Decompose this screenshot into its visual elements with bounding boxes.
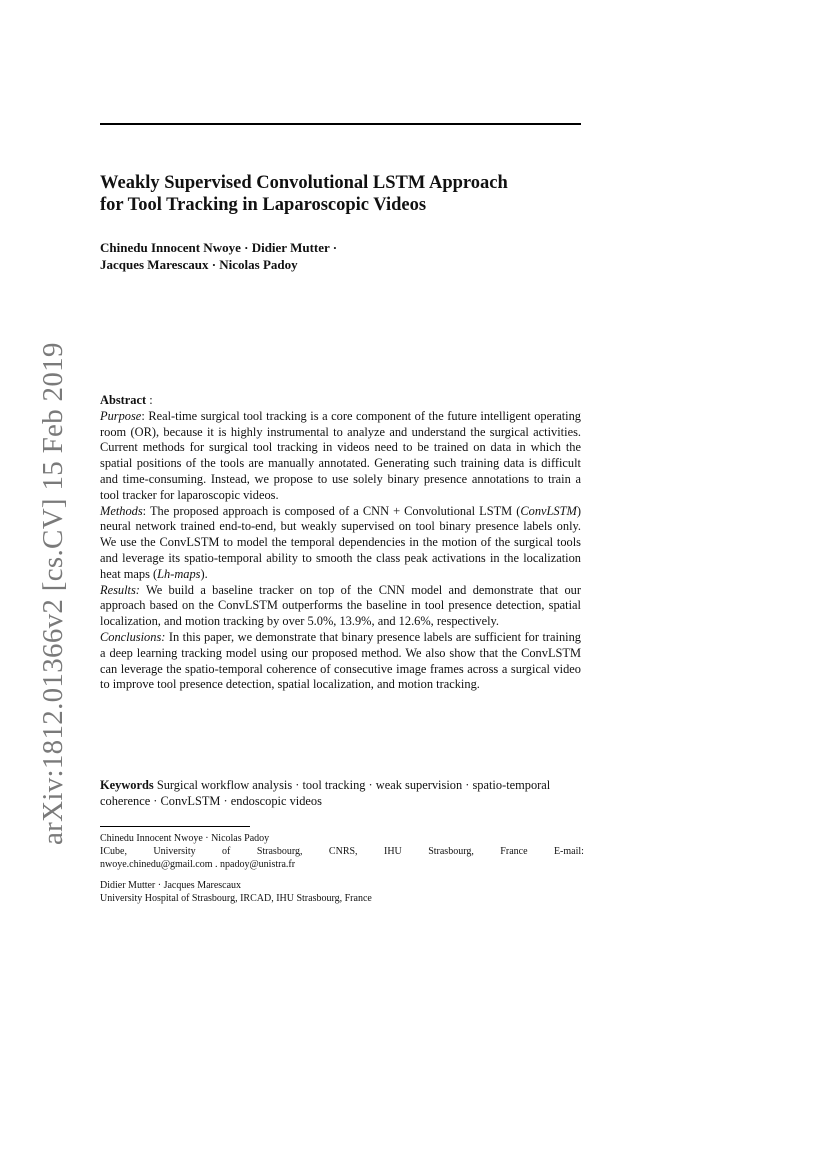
keywords-text: Surgical workflow analysis · tool tracking · weak supervision · spatio-temporal coherence · ConvLSTM · endoscopic videos — [100, 778, 551, 808]
abstract-methods — [100, 504, 581, 583]
affiliation-2-address: University Hospital of Strasbourg, IRCAD, IHU Strasbourg, France — [100, 893, 372, 904]
authors-line-2: Jacques Marescaux · Nicolas Padoy — [100, 257, 298, 272]
methods-convlstm: ConvLSTM — [520, 503, 577, 518]
footnote-rule — [100, 826, 250, 827]
methods-text-a: : The proposed approach is composed of a CNN + Convolutional LSTM ( — [142, 503, 521, 518]
abstract-purpose — [100, 409, 581, 504]
addr-word: ICube, — [100, 846, 127, 857]
addr-word: CNRS, — [328, 846, 358, 857]
arxiv-identifier: arXiv:1812.01366v2 [cs.CV] 15 Feb 2019 — [37, 342, 69, 845]
abstract-section — [100, 393, 581, 693]
top-rule — [100, 123, 581, 125]
keywords-section — [100, 777, 581, 809]
abstract-heading-text: Abstract — [100, 393, 147, 407]
affiliation-1 — [100, 832, 584, 871]
purpose-label: Purpose — [100, 408, 142, 423]
affiliation-2 — [100, 879, 584, 905]
abstract-conclusions — [100, 630, 581, 693]
addr-word: France — [500, 846, 528, 857]
results-text: We build a baseline tracker on top of the CNN model and demonstrate that our approach based on the ConvLSTM outperforms the baseline in tool presence detection, spatial localization, and motion tracking by over 5.0%, 13.9%, and 12.6%, respectively. — [100, 582, 581, 629]
affiliation-2-names: Didier Mutter · Jacques Marescaux — [100, 880, 242, 891]
addr-word: E-mail: — [553, 846, 584, 857]
results-label: Results: — [100, 582, 140, 597]
addr-word: Strasbourg, — [428, 846, 474, 857]
conclusions-label: Conclusions: — [100, 629, 166, 644]
addr-word: of — [222, 846, 231, 857]
paper-title — [100, 172, 600, 216]
conclusions-text: In this paper, we demonstrate that binary presence labels are sufficient for training a deep learning tracking model using our proposed method. We also show that the ConvLSTM can leverage the spatio-temporal coherence of consecutive image frames across a surgical video to improve tool presence detection, spatial localization, and motion tracking. — [100, 629, 581, 692]
addr-word: IHU — [383, 846, 402, 857]
abstract-results — [100, 583, 581, 630]
affiliation-1-address — [100, 845, 584, 858]
title-line-1: Weakly Supervised Convolutional LSTM Approach — [100, 173, 508, 193]
author-list — [100, 239, 580, 273]
affiliation-1-emails: nwoye.chinedu@gmail.com . npadoy@unistra.fr — [100, 859, 296, 870]
addr-word: Strasbourg, — [256, 846, 303, 857]
affiliation-1-names: Chinedu Innocent Nwoye · Nicolas Padoy — [100, 833, 270, 844]
title-line-2: for Tool Tracking in Laparoscopic Videos — [100, 195, 427, 215]
methods-text-c: ). — [200, 566, 208, 581]
addr-word: University — [153, 846, 196, 857]
purpose-text: : Real-time surgical tool tracking is a core component of the future intelligent operating room (OR), because it is highly instrumental to analyze and understand the surgical activities. Current methods for surgical tool tracking in videos need to be trained on data in which the spatial positions of the tools are manually annotated. Generating such training data is difficult and time-consuming. Instead, we propose to use solely binary presence annotations to train a tool tracker for laparoscopic videos. — [100, 408, 581, 502]
methods-lhmaps: Lh-maps — [157, 566, 201, 581]
abstract-heading — [100, 393, 581, 409]
methods-text-b: ) neural network trained end-to-end, but weakly supervised on tool binary presence labels only. We use the ConvLSTM to model the temporal dependencies in the motion of the surgical tools and leverage its spatio-temporal ability to smooth the class peak activations in the localization heat maps ( — [100, 503, 581, 581]
methods-label: Methods — [100, 503, 143, 518]
keywords-label: Keywords — [100, 778, 154, 792]
authors-line-1: Chinedu Innocent Nwoye · Didier Mutter · — [100, 240, 338, 255]
abstract-heading-colon: : — [146, 393, 153, 407]
